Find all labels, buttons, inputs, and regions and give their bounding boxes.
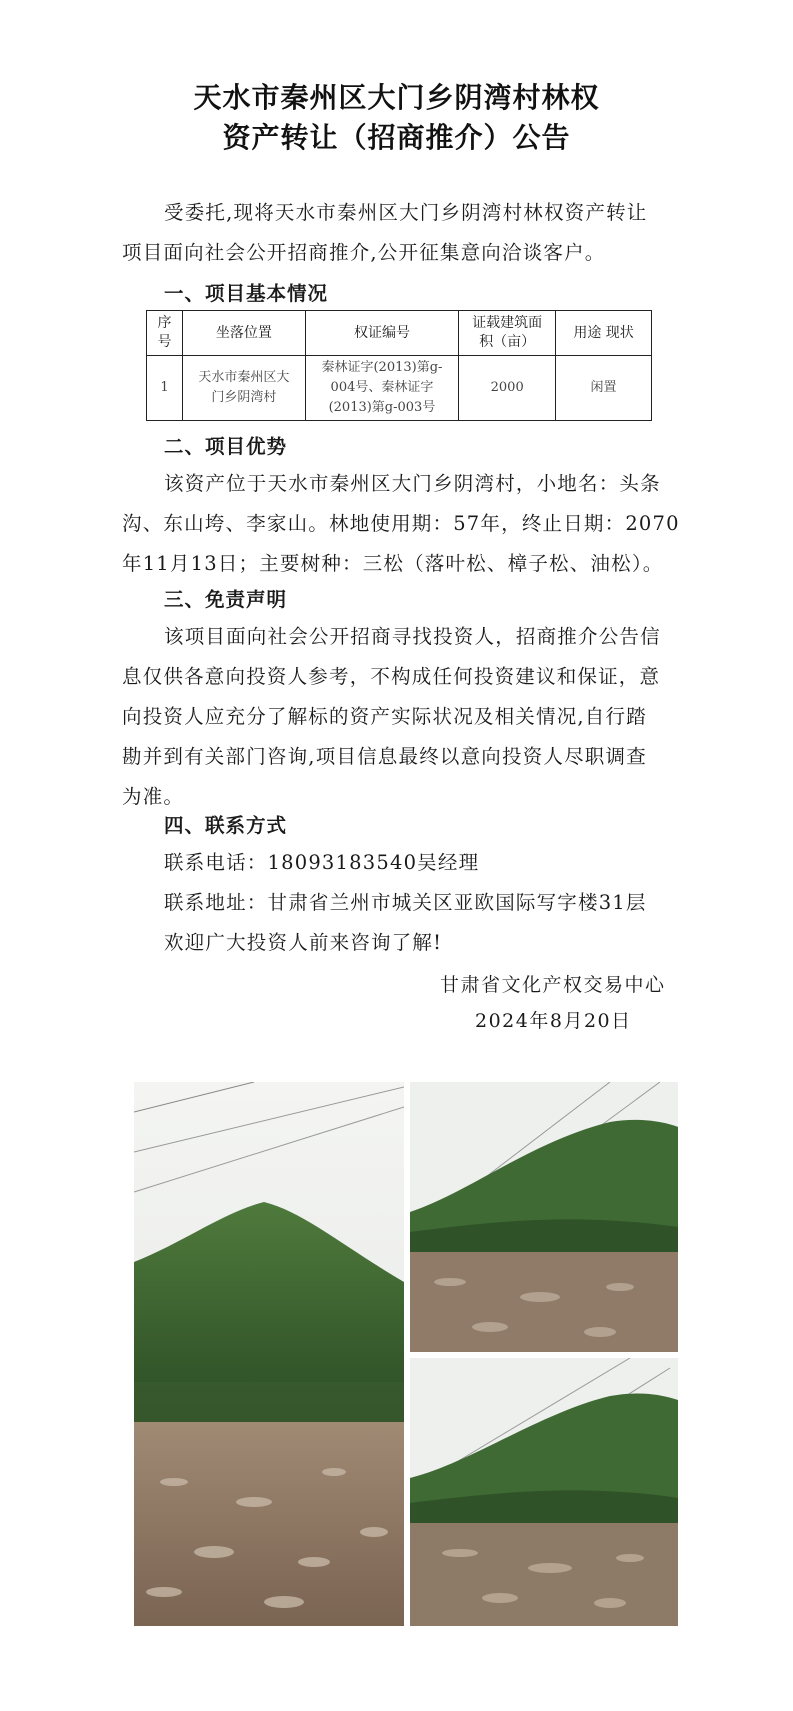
cell-status: 闲置 (556, 356, 652, 421)
section-1-heading: 一、项目基本情况 (164, 282, 329, 305)
section-3-line-5: 为准。 (122, 785, 185, 808)
signature-org: 甘肃省文化产权交易中心 (440, 974, 666, 996)
cell-location-text: 天水市秦州区大门乡阴湾村 (198, 370, 290, 405)
section-4-heading: 四、联系方式 (164, 814, 288, 837)
header-area (459, 311, 556, 356)
section-3-line-3: 向投资人应充分了解标的资产实际状况及相关情况,自行踏 (122, 705, 647, 728)
section-2-line-1: 该资产位于天水市秦州区大门乡阴湾村，小地名：头条 (164, 472, 661, 495)
table-header-row (147, 311, 652, 356)
section-2-line-2: 沟、东山垮、李家山。林地使用期：57年，终止日期：2070 (122, 512, 680, 535)
page-title-line-1: 天水市秦州区大门乡阴湾村林权 (193, 81, 600, 114)
header-location: 坐落位置 (183, 311, 306, 356)
header-no (147, 311, 183, 356)
section-3-line-2: 息仅供各意向投资人参考，不构成任何投资建议和保证，意 (122, 665, 661, 688)
header-status: 用途 现状 (556, 311, 652, 356)
site-photo-3 (410, 1358, 678, 1626)
site-photo-2 (410, 1082, 678, 1352)
welcome-text: 欢迎广大投资人前来咨询了解! (164, 931, 443, 954)
signature-date: 2024年8月20日 (475, 1010, 632, 1032)
header-cert: 权证编号 (305, 311, 459, 356)
contact-phone: 联系电话：18093183540吴经理 (164, 851, 480, 874)
project-info-table (146, 310, 652, 421)
section-3-line-4: 勘并到有关部门咨询,项目信息最终以意向投资人尽职调查 (122, 745, 647, 768)
site-photo-1 (134, 1082, 404, 1626)
cell-cert (305, 356, 459, 421)
table-row (147, 356, 652, 421)
cell-no: 1 (147, 356, 183, 421)
cell-cert-text: 秦林证字(2013)第g-004号、秦林证字(2013)第g-003号 (321, 360, 443, 415)
cell-area: 2000 (459, 356, 556, 421)
cell-location (183, 356, 306, 421)
intro-line-2: 项目面向社会公开招商推介,公开征集意向洽谈客户。 (122, 241, 606, 264)
intro-line-1: 受委托,现将天水市秦州区大门乡阴湾村林权资产转让 (164, 201, 648, 224)
header-no-text: 序号 (157, 315, 172, 350)
section-2-line-3: 年11月13日；主要树种：三松（落叶松、樟子松、油松）。 (122, 552, 664, 575)
header-area-text: 证载建筑面积（亩） (472, 315, 543, 350)
section-3-heading: 三、免责声明 (164, 588, 288, 611)
section-2-heading: 二、项目优势 (164, 435, 288, 458)
contact-address: 联系地址：甘肃省兰州市城关区亚欧国际写字楼31层 (164, 891, 647, 914)
section-3-line-1: 该项目面向社会公开招商寻找投资人，招商推介公告信 (164, 625, 661, 648)
page-title-line-2: 资产转让（招商推介）公告 (222, 121, 571, 154)
